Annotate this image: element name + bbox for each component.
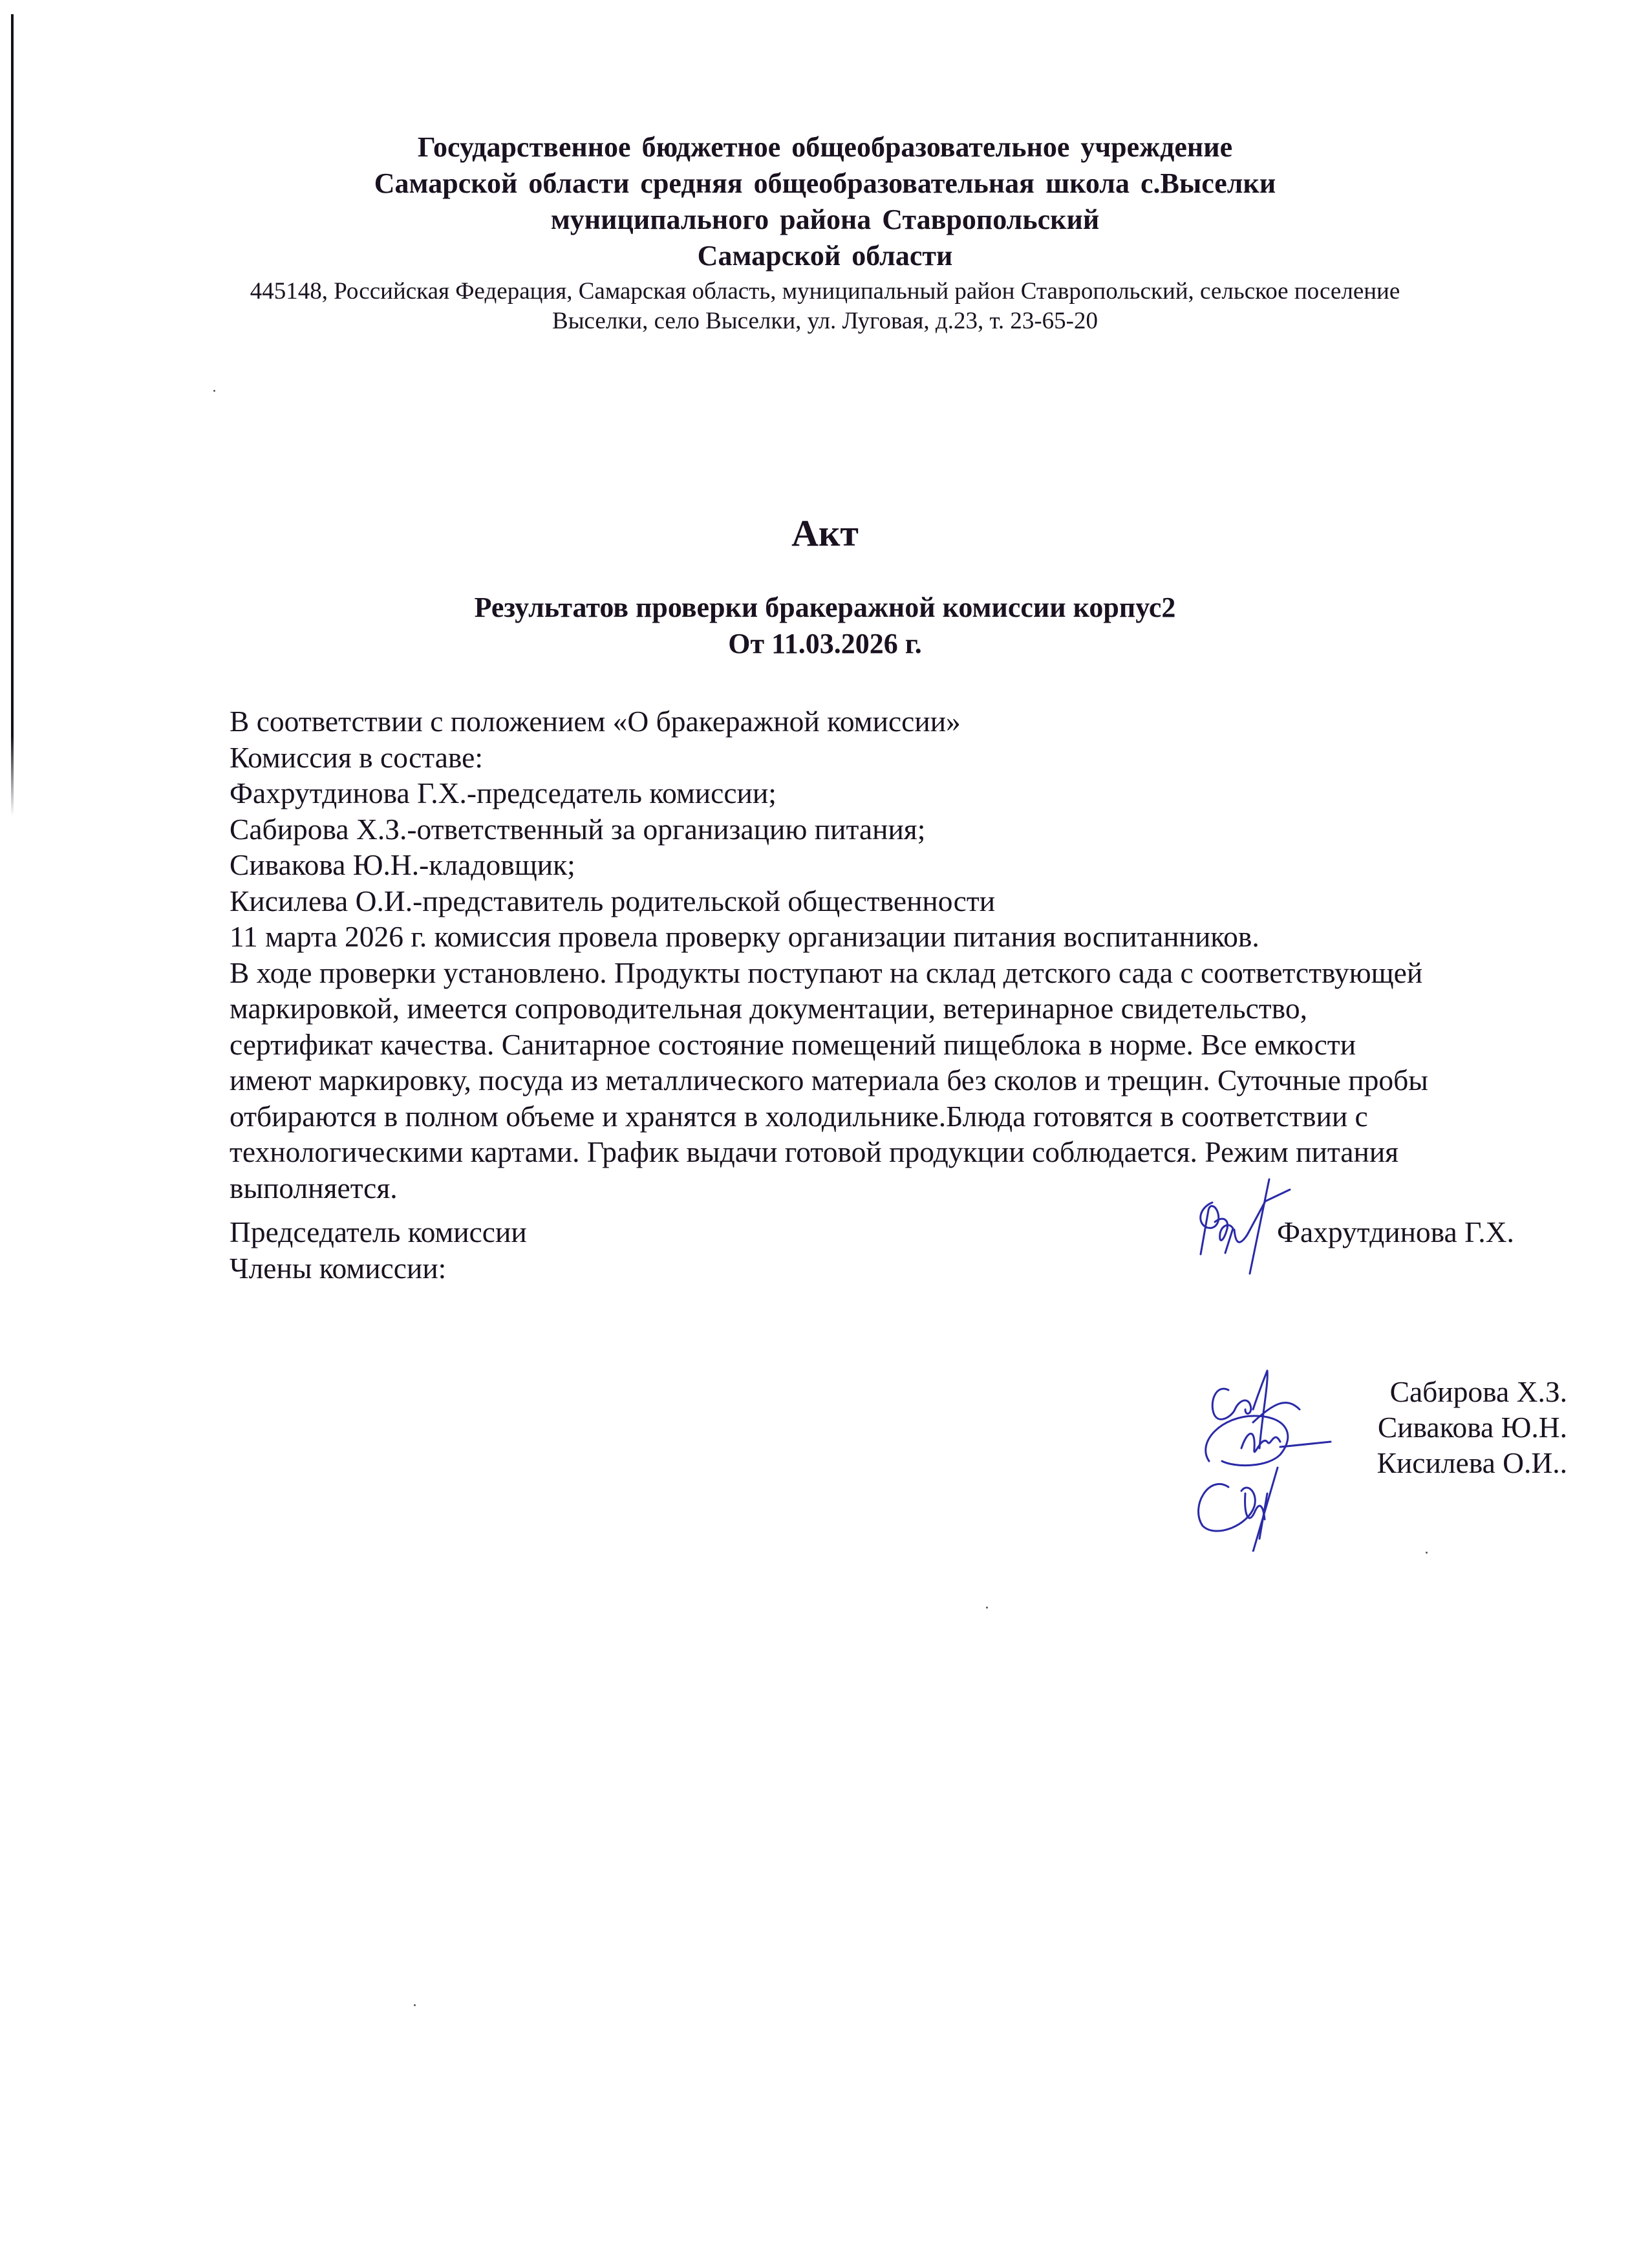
chair-name: Фахрутдинова Г.Х.	[1277, 1215, 1514, 1248]
body-line: В ходе проверки установлено. Продукты поступают на склад детского сада с соответствующей	[230, 956, 1423, 989]
member-name: Сабирова Х.З.	[1389, 1375, 1567, 1408]
scan-speck	[213, 390, 215, 392]
body-line: 11 марта 2026 г. комиссия провела проверку организации питания воспитанников.	[230, 920, 1259, 953]
body-line: Фахрутдинова Г.Х.-председатель комиссии;	[230, 776, 777, 809]
body-line: имеют маркировку, посуда из металлического материала без сколов и трещин. Суточные пробы	[230, 1064, 1428, 1097]
body-line: В соответствии с положением «О бракеражной комиссии»	[230, 705, 961, 738]
member-name: Сивакова Ю.Н.	[1377, 1411, 1567, 1444]
scan-speck	[986, 1607, 988, 1609]
org-name-line-2: Самарской области средняя общеобразовательная школа с.Выселки	[374, 167, 1276, 199]
body-line: сертификат качества. Санитарное состояние помещений пищеблока в норме. Все емкости	[230, 1027, 1356, 1061]
body-line: выполняется.	[230, 1171, 398, 1204]
body-line: Сабирова Х.З.-ответственный за организацию питания;	[230, 812, 926, 846]
body-line: Сивакова Ю.Н.-кладовщик;	[230, 848, 575, 881]
chair-signature	[1193, 1177, 1296, 1280]
body-line: отбираются в полном объеме и хранятся в холодильнике.Блюда готовятся в соответствии с	[230, 1099, 1368, 1133]
members-signatures	[1183, 1345, 1390, 1552]
body-line: Комиссия в составе:	[230, 740, 483, 774]
scan-speck	[414, 2004, 416, 2006]
body-line: Кисилева О.И.-представитель родительской общественности	[230, 884, 996, 917]
org-name-line-1: Государственное бюджетное общеобразовательное учреждение	[417, 131, 1233, 163]
members-label: Члены комиссии:	[230, 1251, 447, 1285]
body-line: технологическими картами. График выдачи готовой продукции соблюдается. Режим питания	[230, 1135, 1399, 1168]
body-line: маркировкой, имеется сопроводительная документации, ветеринарное свидетельство,	[230, 992, 1307, 1025]
subtitle-line-2: От 11.03.2026 г.	[728, 628, 922, 659]
member-name: Кисилева О.И..	[1377, 1446, 1567, 1479]
letterhead	[0, 129, 1650, 336]
address-line-1: 445148, Российская Федерация, Самарская область, муниципальный район Ставропольский, сельское поселение	[250, 278, 1400, 305]
document-title: Акт	[791, 512, 859, 554]
org-name-line-4: Самарской области	[697, 240, 953, 272]
subtitle-line-1: Результатов проверки бракеражной комиссии корпус2	[474, 592, 1176, 623]
address-line-2: Выселки, село Выселки, ул. Луговая, д.23, т. 23-65-20	[552, 308, 1098, 334]
scan-speck	[1426, 1552, 1428, 1554]
document-subtitle	[0, 590, 1650, 662]
document-body	[230, 703, 1561, 1206]
chair-label: Председатель комиссии	[230, 1215, 527, 1248]
members-list	[1377, 1374, 1567, 1481]
org-name-line-3: муниципального района Ставропольский	[550, 204, 1100, 235]
